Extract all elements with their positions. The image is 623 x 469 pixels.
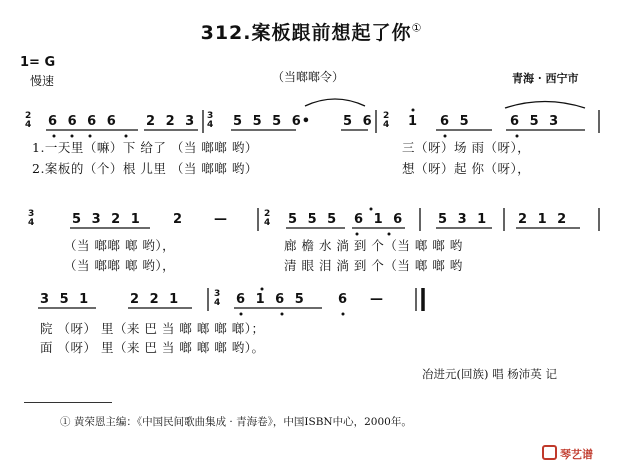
lyric-verse-2: 2.案板的（个）根 儿里 （当 啷啷 哟） [32, 161, 258, 176]
note-group: 6 [338, 292, 349, 307]
time-signature-3-4: 3 4 [28, 209, 35, 228]
region-label: 青海 · 西宁市 [512, 72, 579, 85]
note-group: 2 1 2 [518, 212, 568, 227]
lyric-verse-2: 面 （呀） 里（来 巴 当 啷 啷 啷 哟）。 [40, 340, 265, 355]
note-group: 6 5 3 [510, 114, 560, 129]
lyric-verse-2: 想（呀）起 你（呀）， [402, 161, 531, 176]
note-group: 3 5 1 [40, 292, 90, 307]
lyric-verse-2: 清 眼 泪 淌 到 个（当 啷 啷 哟 [284, 258, 463, 273]
time-signature-2-4: 2 4 [383, 111, 390, 130]
note-group: 6 1 6 [354, 212, 404, 227]
lyric-verse-1: 院 （呀） 里（来 巴 当 啷 啷 啷 啷）； [40, 321, 265, 336]
note-group: 5 5 5 [288, 212, 338, 227]
key-signature: 1= G [20, 55, 56, 70]
tempo-marking: 慢速 [30, 74, 55, 88]
note-group: 6 5 [440, 114, 470, 129]
note-group: 5 3 1 [438, 212, 488, 227]
note-group: — [214, 212, 228, 227]
octave-dot [125, 135, 128, 138]
note-group: 5 6 [343, 114, 373, 129]
time-signature-3-4: 3 4 [207, 111, 214, 130]
octave-dot [342, 313, 345, 316]
note-group: 1 [408, 114, 419, 129]
time-signature-2-4: 2 4 [25, 111, 32, 130]
octave-dot [281, 313, 284, 316]
time-signature-3-4: 3 4 [214, 289, 221, 308]
note-group: 5 5 5 6• [233, 114, 312, 129]
footnote-mark: ① [411, 21, 423, 35]
note-group: — [370, 292, 384, 307]
note-group: 6 1 6 5 [236, 292, 305, 307]
octave-dot [356, 233, 359, 236]
octave-dot [53, 135, 56, 138]
lyric-verse-1: 三（呀）场 雨（呀）， [402, 140, 531, 155]
octave-dot [412, 109, 415, 112]
note-group: 5 3 2 1 [72, 212, 141, 227]
tune-name: （当啷啷令） [272, 70, 345, 84]
song-title: 312.案板跟前想起了你① [200, 21, 423, 44]
time-signature-2-4: 2 4 [264, 209, 271, 228]
lyric-verse-2: （当 啷啷 啷 哟）， [64, 258, 176, 273]
lyric-verse-1: 廊 檐 水 淌 到 个（当 啷 啷 哟 [284, 238, 463, 253]
slur [305, 99, 365, 106]
note-group: 6 6 6 6 [48, 114, 117, 129]
performer-credit: 冶进元(回族) 唱 杨沛英 记 [422, 367, 557, 381]
octave-dot [240, 313, 243, 316]
octave-dot [388, 233, 391, 236]
lyric-verse-1: 1.一天里（嘛）下 给了 （当 啷啷 哟） [32, 140, 258, 155]
lyric-verse-1: （当 啷啷 啷 哟）， [64, 238, 176, 253]
octave-dot [71, 135, 74, 138]
octave-dot [261, 288, 264, 291]
octave-dot [370, 208, 373, 211]
octave-dot [444, 135, 447, 138]
slur [505, 102, 585, 109]
note-group: 2 2 1 [130, 292, 180, 307]
octave-dot [516, 135, 519, 138]
octave-dot [89, 135, 92, 138]
watermark-logo: 琴艺谱 [542, 445, 593, 462]
footnote: ① 黄荣恩主编：《中国民间歌曲集成 · 青海卷》，中国ISBN中心，2000年。 [60, 416, 412, 428]
note-group: 2 [173, 212, 184, 227]
note-group: 2 2 3 [146, 114, 196, 129]
